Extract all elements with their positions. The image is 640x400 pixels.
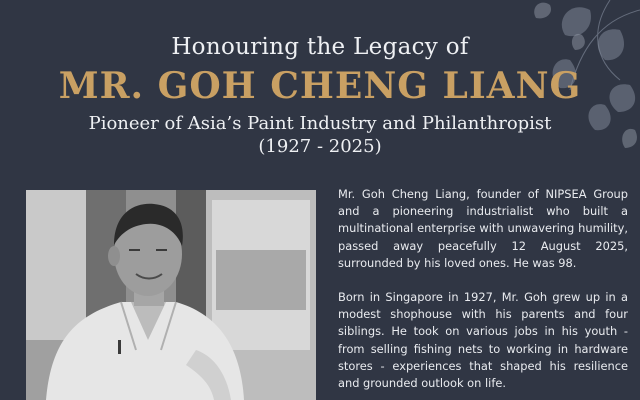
portrait-photo-icon <box>26 190 316 400</box>
honoree-subtitle: Pioneer of Asia’s Paint Industry and Philanthropist <box>88 113 552 134</box>
honoree-years: (1927 - 2025) <box>258 136 382 157</box>
biography-paragraph-1: Mr. Goh Cheng Liang, founder of NIPSEA Group and a pioneering industrialist who built a multinational enterprise with unwavering humility, passed away peacefully 12 August 2025, surrounded by his loved ones. He was 98. <box>338 187 628 270</box>
heading-intro: Honouring the Legacy of <box>171 34 469 60</box>
biography-text <box>338 186 628 392</box>
portrait-photo <box>26 190 316 400</box>
honoree-name: MR. GOH CHENG LIANG <box>58 65 582 107</box>
biography-paragraph-2: Born in Singapore in 1927, Mr. Goh grew up in a modest shophouse with his parents and four siblings. He took on various jobs in his youth - from selling fishing nets to working in hardware stores - experiences that shaped his resilience and grounded outlook on life. <box>338 290 628 391</box>
memorial-heading <box>0 32 640 158</box>
